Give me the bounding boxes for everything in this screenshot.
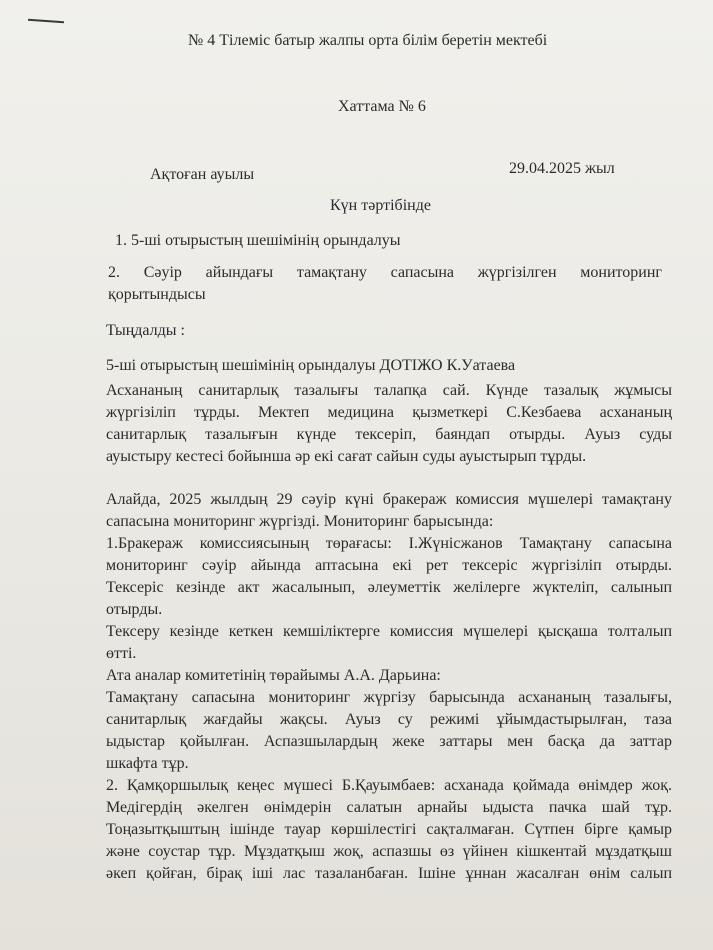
- text-line: 2. Сәуір айындағы тамақтану сапасына жүргізілген мониторинг: [108, 264, 662, 281]
- paragraph-1: [106, 380, 672, 468]
- protocol-title: Хаттама № 6: [338, 98, 426, 115]
- location: Ақтоған ауылы: [150, 166, 255, 183]
- heard-label: Тыңдалды :: [106, 322, 185, 339]
- agenda-heading: Күн тәртібінде: [330, 197, 431, 214]
- text-line: жүргізіліп тұрды. Мектеп медицина қызметкері С.Кезбаева асхананың: [106, 404, 672, 421]
- text-line: Тексеру кезінде кеткен кемшіліктерге комиссия мүшелері қысқаша толталып: [106, 623, 672, 640]
- school-name: № 4 Тілеміс батыр жалпы орта білім беретін мектебі: [188, 32, 548, 49]
- text-line: Тоңазытқыштың ішінде тауар көршілестігі сақталмаған. Сүтпен бірге қамыр: [106, 821, 672, 838]
- text-line: санитарлық жағдайы жақсы. Ауыз су режимі ұйымдастырылған, таза: [106, 711, 672, 728]
- agenda-item-1: 1. 5-ші отырыстың шешімінің орындалуы: [115, 232, 401, 249]
- paragraph-2: [106, 489, 672, 885]
- text-line: әкеп қойған, бірақ іші лас тазаланбаған. Ішіне ұннан жасалған өнім салып: [106, 865, 672, 882]
- pen-mark: [28, 19, 64, 24]
- text-line: шкафта тұр.: [106, 755, 189, 772]
- text-line: санитарлық тазалығын күнде тексеріп, баяндап отырды. Ауыз суды: [106, 426, 672, 443]
- date: 29.04.2025 жыл: [509, 160, 615, 177]
- speaker-line: 5-ші отырыстың шешімінің орындалуы ДОТІЖО К.Уатаева: [106, 357, 516, 374]
- text-line: сапасына мониторинг жүргізді. Мониторинг барысында:: [106, 513, 494, 530]
- text-line: мониторинг сәуір айында аптасына екі рет тексеріс жүргізіліп отырды.: [106, 557, 672, 574]
- text-line: өтті.: [106, 645, 137, 662]
- text-line: Ата аналар комитетінің төрайымы А.А. Дарьина:: [106, 667, 441, 684]
- text-line: 2. Қамқоршылық кеңес мүшесі Б.Қауымбаев: асханада қоймада өнімдер жоқ.: [106, 777, 672, 794]
- text-line: Тамақтану сапасына мониторинг жүргізу барысында асхананың тазалығы,: [106, 689, 672, 706]
- text-line: ыдыстар қойылған. Аспазшылардың жеке заттары мен басқа да заттар: [106, 733, 672, 750]
- text-line: қорытындысы: [108, 286, 206, 303]
- text-line: ауыстыру кестесі бойынша әр екі сағат сайын суды ауыстырып тұрды.: [106, 448, 587, 465]
- text-line: Медігердің әкелген өнімдерін салатын арнайы ыдыста пачка шай тұр.: [106, 799, 672, 816]
- agenda-item-2: [108, 262, 662, 306]
- text-line: 1.Бракераж комиссиясының төрағасы: І.Жүнісжанов Тамақтану сапасына: [106, 535, 672, 552]
- text-line: Асхананың санитарлық тазалығы талапқа сай. Күнде тазалық жұмысы: [106, 382, 672, 399]
- text-line: және соустар тұр. Мұздатқыш жоқ, аспазшы өз үйінен кішкентай мұздатқыш: [106, 843, 672, 860]
- text-line: отырды.: [106, 601, 163, 618]
- text-line: Тексеріс кезінде акт жасалынып, әлеуметтік желілерге жүктеліп, салынып: [106, 579, 672, 596]
- text-line: Алайда, 2025 жылдың 29 сәуір күні бракераж комиссия мүшелері тамақтану: [106, 491, 672, 508]
